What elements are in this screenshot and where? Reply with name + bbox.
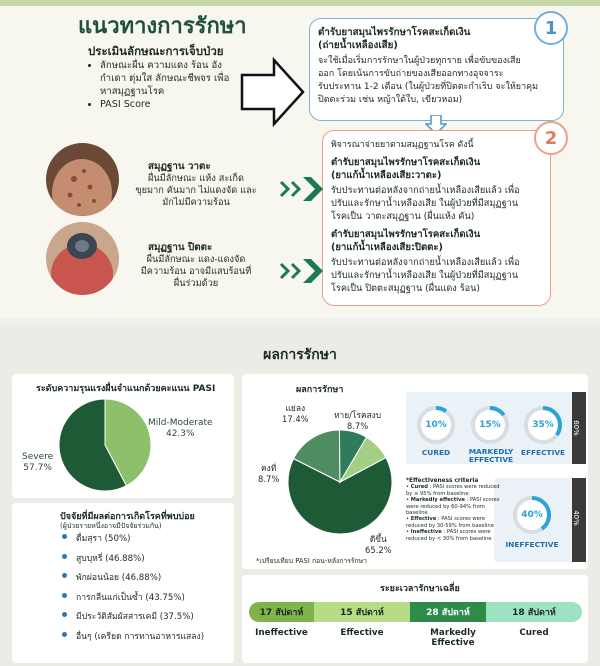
step1-text: จะใช้เมื่อเริ่มการรักษาในผู้ป่วยทุกราย เพื่อขับของเสีย ออก โดยเน้นการขับถ่ายของเสียออกทางอุจจาระ รับประทาน 1-2 เดือน (ในผู้ป่วยที่ปิตตะกำเริบ จะให้ยาคุม ปิตตะร่วม เช่น หญ้าใต้ใบ, เขียวหอม) bbox=[318, 56, 539, 105]
duration-label-cured: Cured bbox=[519, 628, 549, 638]
list-item: อื่นๆ (เครียด การทานอาหารแสลง) bbox=[62, 629, 204, 649]
vata-type-text: ผื่นมีลักษณะ แห้ง สะเก็ด ขุยมาก คันมาก ไม่แดงจัด และ มักไม่มีความร้อน bbox=[135, 173, 257, 208]
criteria-row: • Cured : PASI scores were reduced by ≥ 95% from baseline bbox=[406, 484, 500, 497]
vata-patient-photo bbox=[46, 143, 119, 216]
step1-title: ตำรับยาสมุนไพรรักษาโรคสะเก็ดเงิน (ถ่ายน้ำเหลืองเสีย) bbox=[318, 27, 471, 51]
outcome-footnote: *เปรียบเทียบ PASI ก่อน-หลังการรักษา bbox=[256, 557, 367, 565]
duration-label-markedly: Markedly Effective bbox=[430, 628, 476, 648]
ineffective-side-label: 40% bbox=[571, 510, 580, 526]
list-item: สูบบุหรี่ (46.88%) bbox=[62, 551, 204, 571]
gauge-ineffective-label: INEFFECTIVE bbox=[505, 540, 559, 549]
outcome-title: ผลการรักษา bbox=[296, 385, 344, 395]
criteria-row: • Effective : PASI scores were reduced by 30-59% from baseline bbox=[406, 516, 494, 529]
step2-number-badge: 2 bbox=[534, 121, 568, 155]
effective-side-label: 60% bbox=[571, 420, 580, 436]
assessment-title: ประเมินลักษณะการเจ็บป่วย bbox=[88, 44, 224, 58]
severity-label-severe: Severe 57.7% bbox=[22, 452, 54, 473]
duration-label-effective: Effective bbox=[340, 628, 384, 638]
outcome-label-stable: คงที่ 8.7% bbox=[258, 463, 280, 484]
list-item: พักผ่อนน้อย (46.88%) bbox=[62, 570, 204, 590]
step2-vata-text: รับประทานต่อหลังจากถ่ายน้ำเหลืองเสียแล้ว เพื่อ ปรับและรักษาน้ำเหลืองเสีย ในผู้ป่วยที่มีสมุฏฐาน โรคเป็น วาตะสมุฏฐาน (ผื่นแห้ง คัน) bbox=[331, 185, 520, 222]
list-item: การกลืนแก่เป็นซ้ำ (43.75%) bbox=[62, 590, 204, 610]
vata-type-title: สมุฏฐาน วาตะ bbox=[148, 161, 211, 172]
duration-label-ineffective: Ineffective bbox=[255, 628, 308, 638]
criteria-row: • Ineffective : PASI scores were reduced by < 30% from baseline bbox=[406, 529, 492, 542]
step2-note: พิจารณาจ่ายยาตามสมุฏฐานโรค ดังนี้ bbox=[331, 140, 474, 150]
vata-chevron-icon bbox=[279, 175, 327, 203]
outcome-pie-chart bbox=[285, 427, 395, 537]
list-item: มีประวัติสัมผัสสารเคมี (37.5%) bbox=[62, 609, 204, 629]
step2-box bbox=[322, 130, 551, 306]
severity-title: ระดับความรุนแรงผื่นจำแนกด้วยคะแนน PASI bbox=[36, 384, 216, 394]
factors-title: ปัจจัยที่มีผลต่อการเกิดโรคที่พบบ่อย bbox=[60, 512, 195, 522]
duration-segment-cured: 18 สัปดาห์ bbox=[486, 602, 582, 622]
duration-segment-ineffective: 17 สัปดาห์ bbox=[249, 602, 314, 622]
severity-label-mild: Mild-Moderate 42.3% bbox=[148, 418, 213, 439]
step2-vata-title: ตำรับยาสมุนไพรรักษาโรคสะเก็ดเงิน (ยาแก้น้ำเหลืองเสีย:วาตะ) bbox=[331, 157, 481, 181]
factors-subtitle: (ผู้ป่วยรายหนึ่งอาจมีปัจจัยร่วมกัน) bbox=[60, 522, 162, 530]
gauge-ineffective-value: 40% bbox=[521, 510, 543, 520]
top-band bbox=[0, 0, 600, 6]
page-title: แนวทางการรักษา bbox=[78, 14, 247, 39]
factors-list bbox=[62, 531, 204, 648]
gauge-effective-label: EFFECTIVE bbox=[520, 448, 566, 457]
bullet-symptoms: • ลักษณะผื่น ความแดง ร้อน อัง กำเดา ตุ่มใส ลักษณะชีพจร เพื่อ หาสมุฏฐานโรค bbox=[100, 59, 229, 98]
pitta-type-title: สมุฏฐาน ปิตตะ bbox=[148, 242, 213, 253]
bullet-pasi: • PASI Score bbox=[100, 98, 229, 111]
gauge-cured-value: 10% bbox=[425, 420, 447, 430]
list-item: ดื่มสุรา (50%) bbox=[62, 531, 204, 551]
step2-pitta-title: ตำรับยาสมุนไพรรักษาโรคสะเก็ดเงิน (ยาแก้น้ำเหลืองเสีย:ปิตตะ) bbox=[331, 229, 481, 253]
step1-number-badge: 1 bbox=[534, 11, 568, 45]
pitta-type-text: ผื่นมีลักษณะ แดง-แดงจัด มีความร้อน อาจมีแสบร้อนที่ ผื่นร่วมด้วย bbox=[140, 254, 252, 289]
duration-title: ระยะเวลารักษาเฉลี่ย bbox=[380, 584, 460, 594]
step1-box bbox=[309, 18, 564, 121]
gauge-cured-label: CURED bbox=[421, 448, 451, 457]
duration-segment-effective: 15 สัปดาห์ bbox=[314, 602, 410, 622]
results-title: ผลการรักษา bbox=[263, 347, 337, 363]
gauge-markedly-value: 15% bbox=[479, 420, 501, 430]
gauge-markedly-label: MARKEDLY EFFECTIVE bbox=[468, 447, 514, 464]
pitta-chevron-icon bbox=[279, 257, 327, 285]
outcome-label-worse: แย่ลง 17.4% bbox=[282, 403, 309, 424]
gauge-effective-value: 35% bbox=[532, 420, 554, 430]
assessment-bullets bbox=[88, 59, 229, 111]
outcome-label-improved: ดีขึ้น 65.2% bbox=[365, 534, 392, 555]
criteria-row: • Markedly effective : PASI scores were reduced by 60-94% from baseline bbox=[406, 497, 500, 517]
outcome-label-cured: หาย/โรคสงบ 8.7% bbox=[334, 410, 382, 431]
effectiveness-criteria: *Effectiveness criteria • Cured : PASI scores were reduced by ≥ 95% from baseline • Markedly effective : PASI scores were reduced by 60-94% from baseline • Effective : PASI scores were reduced by 30-59% from baseline • Ineffective : PASI scores were reduced by < 30% from baseline bbox=[406, 478, 504, 542]
pitta-patient-photo bbox=[46, 222, 119, 295]
duration-segment-markedly: 28 สัปดาห์ bbox=[410, 602, 486, 622]
right-arrow-icon bbox=[240, 57, 306, 127]
step2-pitta-text: รับประทานต่อหลังจากถ่ายน้ำเหลืองเสียแล้ว เพื่อ ปรับและรักษาน้ำเหลืองเสีย ในผู้ป่วยที่มีสมุฏฐาน โรคเป็น ปิตตะสมุฏฐาน (ผื่นแดง ร้อน) bbox=[331, 257, 520, 294]
severity-pie-chart bbox=[57, 397, 153, 493]
